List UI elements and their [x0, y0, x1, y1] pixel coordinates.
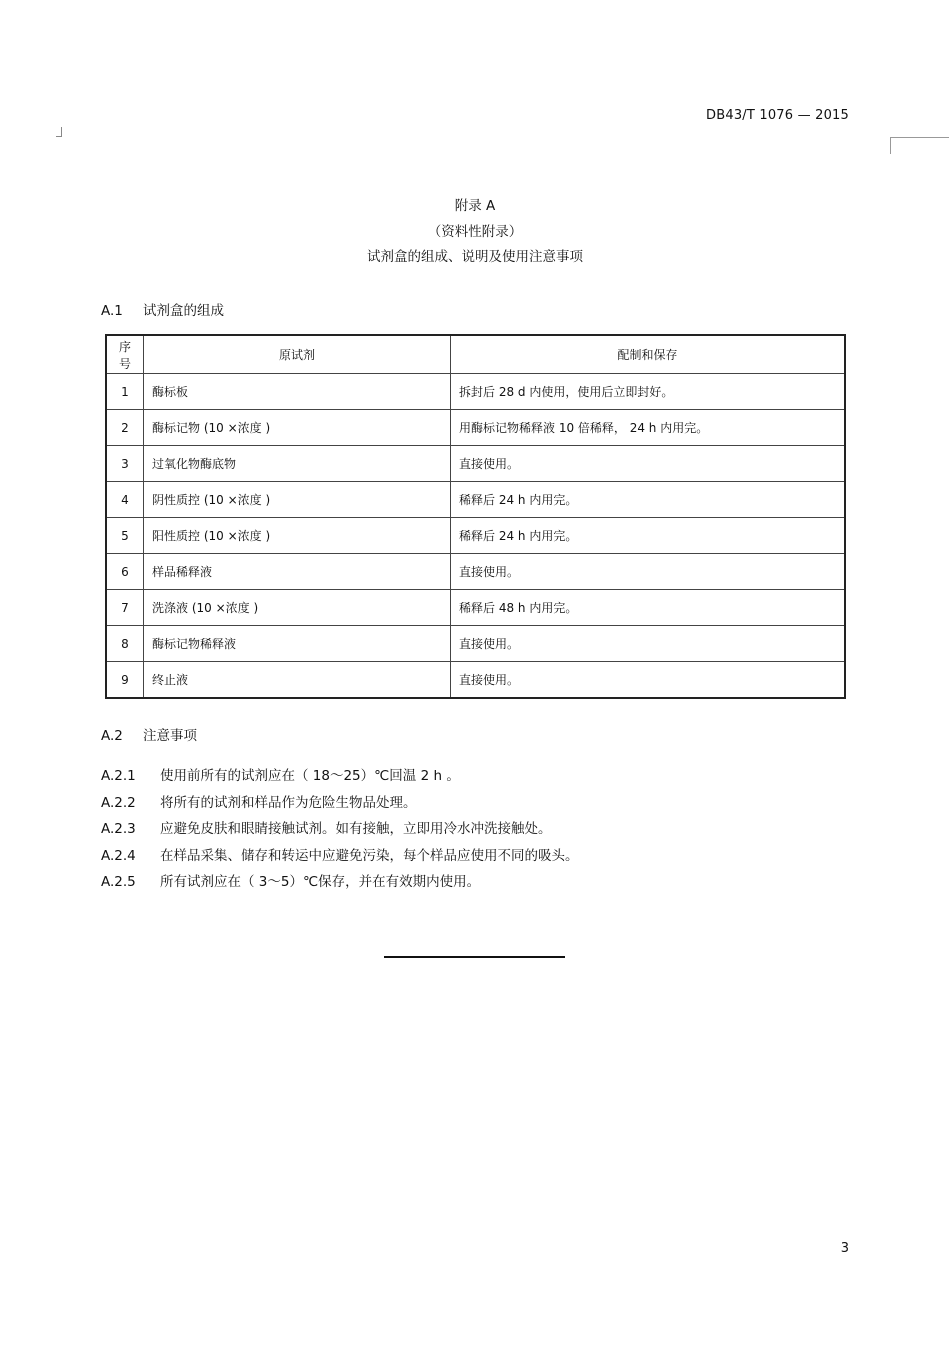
- item-text: 使用前所有的试剂应在（ 18～25）℃回温 2 h 。: [160, 768, 460, 784]
- section-a1-heading: [101, 299, 224, 319]
- row-reagent: 过氧化物酶底物: [144, 446, 451, 482]
- list-item: [101, 816, 579, 843]
- item-number: A.2.5: [101, 874, 136, 890]
- item-text: 将所有的试剂和样品作为危险生物品处理。: [160, 794, 417, 811]
- row-preparation: 拆封后 28 d 内使用，使用后立即封好。: [451, 374, 846, 410]
- appendix-label: 附录 A: [454, 198, 496, 214]
- row-index: 1: [106, 374, 144, 410]
- section-number: A.2: [101, 728, 123, 744]
- row-index: 6: [106, 554, 144, 590]
- table-row: [106, 446, 845, 482]
- row-index: 7: [106, 590, 144, 626]
- precautions-list: [101, 763, 579, 896]
- table-row: [106, 662, 845, 699]
- row-index: 9: [106, 662, 144, 699]
- row-index: 8: [106, 626, 144, 662]
- table-row: [106, 626, 845, 662]
- appendix-title: 试剂盒的组成、说明及使用注意事项: [367, 249, 583, 265]
- header-reagent: 原试剂: [144, 335, 451, 374]
- list-item: [101, 843, 579, 870]
- crop-mark-right: [890, 137, 949, 154]
- item-text: 应避免皮肤和眼睛接触试剂。如有接触，立即用冷水冲洗接触处。: [160, 821, 552, 837]
- page-number: 3: [840, 1241, 849, 1256]
- reagent-table: [105, 334, 846, 699]
- section-number: A.1: [101, 303, 123, 319]
- table-row: [106, 482, 845, 518]
- row-preparation: 用酶标记物稀释液 10 倍稀释， 24 h 内用完。: [451, 410, 846, 446]
- row-reagent: 终止液: [144, 662, 451, 699]
- row-reagent: 酶标板: [144, 374, 451, 410]
- table-header-row: [106, 335, 845, 374]
- item-text: 所有试剂应在（ 3～5）℃保存，并在有效期内使用。: [160, 874, 481, 890]
- item-number: A.2.2: [101, 794, 136, 811]
- appendix-heading: [0, 194, 950, 271]
- row-preparation: 直接使用。: [451, 554, 846, 590]
- table-row: [106, 410, 845, 446]
- row-index: 5: [106, 518, 144, 554]
- row-reagent: 酶标记物 (10 ×浓度 ): [144, 410, 451, 446]
- list-item: [101, 869, 579, 896]
- row-preparation: 稀释后 48 h 内用完。: [451, 590, 846, 626]
- row-reagent: 洗涤液 (10 ×浓度 ): [144, 590, 451, 626]
- row-preparation: 稀释后 24 h 内用完。: [451, 518, 846, 554]
- list-item: [101, 763, 579, 790]
- header-preparation: 配制和保存: [451, 335, 846, 374]
- row-preparation: 直接使用。: [451, 446, 846, 482]
- row-reagent: 样品稀释液: [144, 554, 451, 590]
- item-number: A.2.4: [101, 847, 136, 864]
- end-divider: [384, 956, 565, 958]
- row-preparation: 直接使用。: [451, 626, 846, 662]
- row-index: 2: [106, 410, 144, 446]
- table-row: [106, 590, 845, 626]
- row-reagent: 阳性质控 (10 ×浓度 ): [144, 518, 451, 554]
- item-number: A.2.1: [101, 768, 136, 784]
- crop-mark-left: [56, 127, 62, 137]
- item-text: 在样品采集、储存和转运中应避免污染，每个样品应使用不同的吸头。: [160, 847, 579, 864]
- section-title: 试剂盒的组成: [143, 303, 224, 319]
- item-number: A.2.3: [101, 821, 136, 837]
- list-item: [101, 790, 579, 817]
- table-row: [106, 374, 845, 410]
- row-index: 3: [106, 446, 144, 482]
- row-preparation: 稀释后 24 h 内用完。: [451, 482, 846, 518]
- row-reagent: 酶标记物稀释液: [144, 626, 451, 662]
- row-index: 4: [106, 482, 144, 518]
- row-preparation: 直接使用。: [451, 662, 846, 699]
- table-row: [106, 518, 845, 554]
- document-code: DB43/T 1076 — 2015: [706, 108, 849, 123]
- table-row: [106, 554, 845, 590]
- header-index: 序号: [106, 335, 144, 374]
- appendix-note: （资料性附录）: [427, 223, 523, 240]
- section-a2-heading: [101, 724, 197, 744]
- row-reagent: 阴性质控 (10 ×浓度 ): [144, 482, 451, 518]
- section-title: 注意事项: [143, 728, 197, 744]
